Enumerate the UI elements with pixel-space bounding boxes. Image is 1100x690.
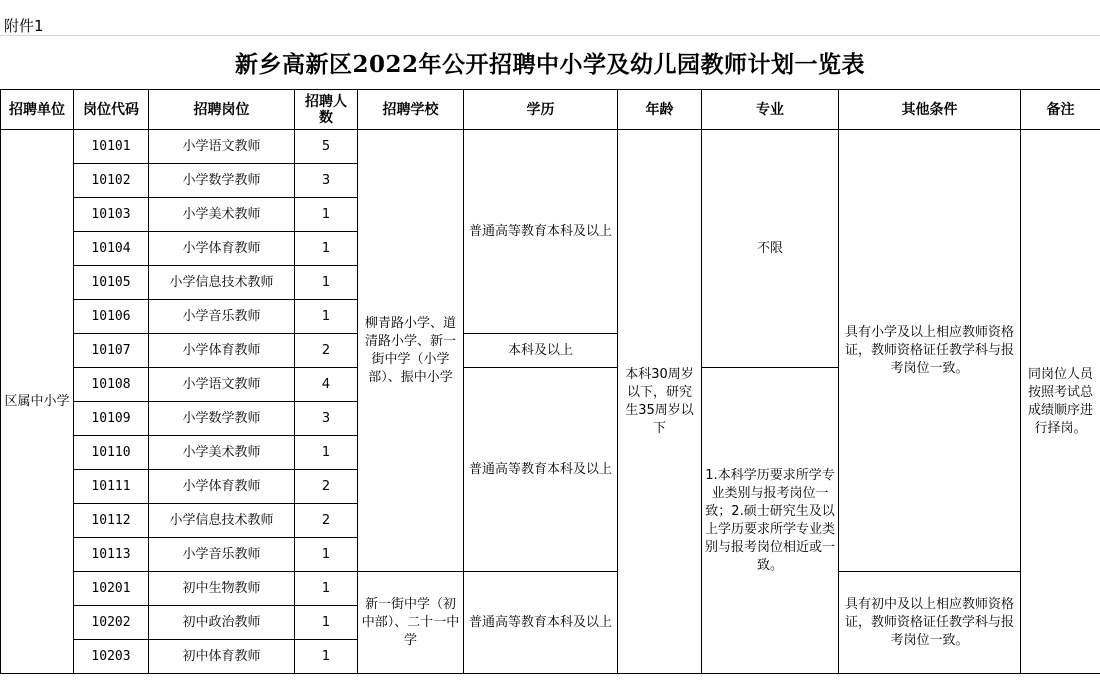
header-major: 专业	[702, 90, 839, 130]
cell-count: 1	[295, 572, 358, 606]
cell-count: 5	[295, 130, 358, 164]
cell-school-middle: 新一街中学（初中部）、二十一中学	[358, 572, 464, 674]
cell-code: 10112	[74, 504, 149, 538]
cell-code: 10104	[74, 232, 149, 266]
header-remark: 备注	[1021, 90, 1100, 130]
cell-other-primary: 具有小学及以上相应教师资格证，教师资格证任教学科与报考岗位一致。	[839, 130, 1021, 572]
cell-post: 小学音乐教师	[149, 538, 295, 572]
header-age: 年龄	[618, 90, 702, 130]
header-count: 招聘人数	[295, 90, 358, 130]
cell-post: 小学数学教师	[149, 402, 295, 436]
cell-code: 10109	[74, 402, 149, 436]
cell-post: 小学数学教师	[149, 164, 295, 198]
cell-code: 10203	[74, 640, 149, 674]
cell-education-4: 普通高等教育本科及以上	[464, 572, 618, 674]
cell-code: 10110	[74, 436, 149, 470]
cell-code: 10108	[74, 368, 149, 402]
page-title: 新乡高新区2022年公开招聘中小学及幼儿园教师计划一览表	[234, 51, 865, 78]
cell-count: 1	[295, 640, 358, 674]
header-code: 岗位代码	[74, 90, 149, 130]
cell-count: 1	[295, 266, 358, 300]
cell-post: 初中体育教师	[149, 640, 295, 674]
cell-count: 1	[295, 198, 358, 232]
cell-code: 10113	[74, 538, 149, 572]
cell-other-middle: 具有初中及以上相应教师资格证，教师资格证任教学科与报考岗位一致。	[839, 572, 1021, 674]
cell-post: 小学体育教师	[149, 334, 295, 368]
cell-code: 10202	[74, 606, 149, 640]
cell-count: 1	[295, 538, 358, 572]
cell-code: 10101	[74, 130, 149, 164]
cell-code: 10103	[74, 198, 149, 232]
header-education: 学历	[464, 90, 618, 130]
cell-major-2: 1.本科学历要求所学专业类别与报考岗位一致；2.硕士研究生及以上学历要求所学专业类别与报考岗位相近或一致。	[702, 368, 839, 674]
cell-code: 10111	[74, 470, 149, 504]
cell-major-1: 不限	[702, 130, 839, 368]
cell-post: 小学音乐教师	[149, 300, 295, 334]
cell-unit: 区属中小学	[1, 130, 74, 674]
cell-count: 4	[295, 368, 358, 402]
cell-post: 小学美术教师	[149, 436, 295, 470]
cell-count: 3	[295, 402, 358, 436]
cell-post: 小学信息技术教师	[149, 504, 295, 538]
cell-age: 本科30周岁以下，研究生35周岁以下	[618, 130, 702, 674]
cell-code: 10102	[74, 164, 149, 198]
attachment-label: 附件1	[4, 17, 44, 35]
table-row	[1, 130, 1100, 164]
cell-school-primary: 柳青路小学、道清路小学、新一街中学（小学部）、振中小学	[358, 130, 464, 572]
table-row	[1, 572, 1100, 606]
cell-count: 2	[295, 470, 358, 504]
cell-education-3: 普通高等教育本科及以上	[464, 368, 618, 572]
cell-count: 1	[295, 436, 358, 470]
cell-post: 小学体育教师	[149, 470, 295, 504]
cell-code: 10106	[74, 300, 149, 334]
cell-count: 3	[295, 164, 358, 198]
header-post: 招聘岗位	[149, 90, 295, 130]
cell-post: 小学语文教师	[149, 130, 295, 164]
cell-count: 1	[295, 300, 358, 334]
cell-post: 小学信息技术教师	[149, 266, 295, 300]
cell-post: 小学语文教师	[149, 368, 295, 402]
header-unit: 招聘单位	[1, 90, 74, 130]
cell-count: 1	[295, 606, 358, 640]
cell-post: 初中政治教师	[149, 606, 295, 640]
cell-code: 10105	[74, 266, 149, 300]
cell-count: 1	[295, 232, 358, 266]
cell-education-2: 本科及以上	[464, 334, 618, 368]
cell-post: 小学美术教师	[149, 198, 295, 232]
cell-code: 10107	[74, 334, 149, 368]
header-school: 招聘学校	[358, 90, 464, 130]
cell-count: 2	[295, 334, 358, 368]
recruitment-table	[0, 89, 1100, 674]
cell-post: 初中生物教师	[149, 572, 295, 606]
cell-remark: 同岗位人员按照考试总成绩顺序进行择岗。	[1021, 130, 1100, 674]
cell-code: 10201	[74, 572, 149, 606]
cell-education-1: 普通高等教育本科及以上	[464, 130, 618, 334]
header-row	[1, 90, 1100, 130]
attachment-bar	[0, 0, 1100, 36]
cell-post: 小学体育教师	[149, 232, 295, 266]
cell-count: 2	[295, 504, 358, 538]
header-other: 其他条件	[839, 90, 1021, 130]
